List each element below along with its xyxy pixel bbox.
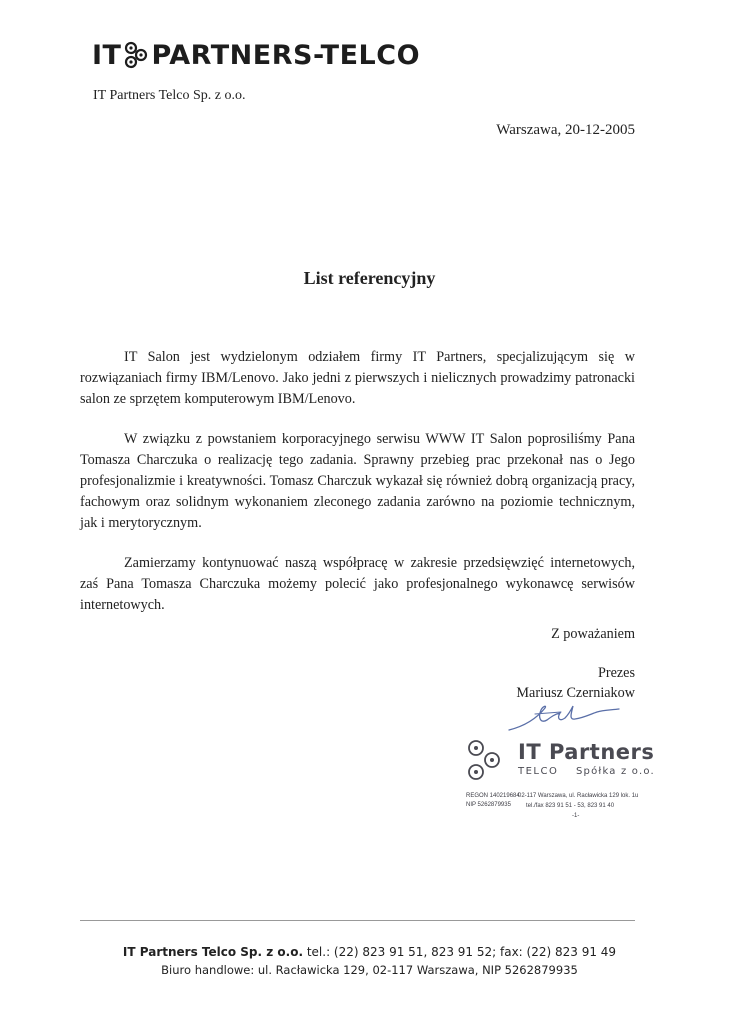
stamp-company-form: Spółka z o.o. [576, 766, 655, 777]
stamp-telco: TELCO [518, 766, 559, 777]
company-logo [92, 38, 420, 72]
handwritten-signature [505, 700, 625, 736]
letter-date: Warszawa, 20-12-2005 [496, 122, 635, 138]
closing-salutation: Z poważaniem [551, 626, 635, 642]
logo-text-it: IT [92, 39, 122, 71]
company-stamp [464, 736, 660, 836]
footer-company: IT Partners Telco Sp. z o.o. [122, 945, 304, 959]
paragraph-1: IT Salon jest wydzielonym odziałem firmy IT Partners, specjalizującym się w rozwiązaniach firmy IBM/Lenovo. Jako jedni z pierwszych i nielicznych prowadzimy patronacki salon ze sprzętem komputerowym IBM/Lenovo. [80, 349, 635, 407]
footer-contact: tel.: (22) 823 91 51, 823 91 52; fax: (22) 823 91 49 [303, 945, 617, 959]
stamp-page: -1- [572, 813, 580, 819]
stamp-nip: NIP 5262879935 [466, 802, 511, 808]
stamp-address: 02-117 Warszawa, ul. Racławicka 129 lok. 1u [518, 793, 639, 799]
stamp-phone: tel./fax 823 91 51 - 53, 823 91 40 [526, 803, 615, 809]
stamp-brand: IT Partners [518, 740, 655, 764]
footer-divider [80, 920, 635, 921]
signer-role: Prezes [597, 665, 635, 681]
company-line: IT Partners Telco Sp. z o.o. [93, 88, 246, 103]
signer-block [516, 663, 635, 703]
paragraph-3: Zamierzamy kontynuować naszą współpracę w zakresie przedsięwzięć internetowych, zaś Pana Tomasza Charczuka możemy polecić jako profesjonalnego wykonawcę serwisów internetowych. [80, 555, 635, 613]
signer-name: Mariusz Czerniakow [516, 685, 635, 701]
chain-link-icon [123, 40, 149, 70]
footer-contact-line [0, 945, 739, 959]
stamp-chain-icon [464, 736, 514, 786]
logo-text-partners-telco: PARTNERS-TELCO [151, 39, 421, 71]
letter-body [80, 347, 635, 636]
footer-address: Biuro handlowe: ul. Racławicka 129, 02-117 Warszawa, NIP 5262879935 [161, 963, 578, 977]
letter-title: List referencyjny [303, 268, 436, 288]
stamp-regon: REGON 140219684 [466, 793, 520, 799]
paragraph-2: W związku z powstaniem korporacyjnego serwisu WWW IT Salon poprosiliśmy Pana Tomasza Charczuka o realizację tego zadania. Sprawny przebieg prac przekonał nas o Jego profesjonalizmie i kreatywności. Tomasz Charczuk wykazał się również dobrą organizacją pracy, fachowym oraz solidnym wykonaniem zleconego zadania zarówno na poziomie technicznym, jak i merytorycznym. [80, 431, 635, 531]
